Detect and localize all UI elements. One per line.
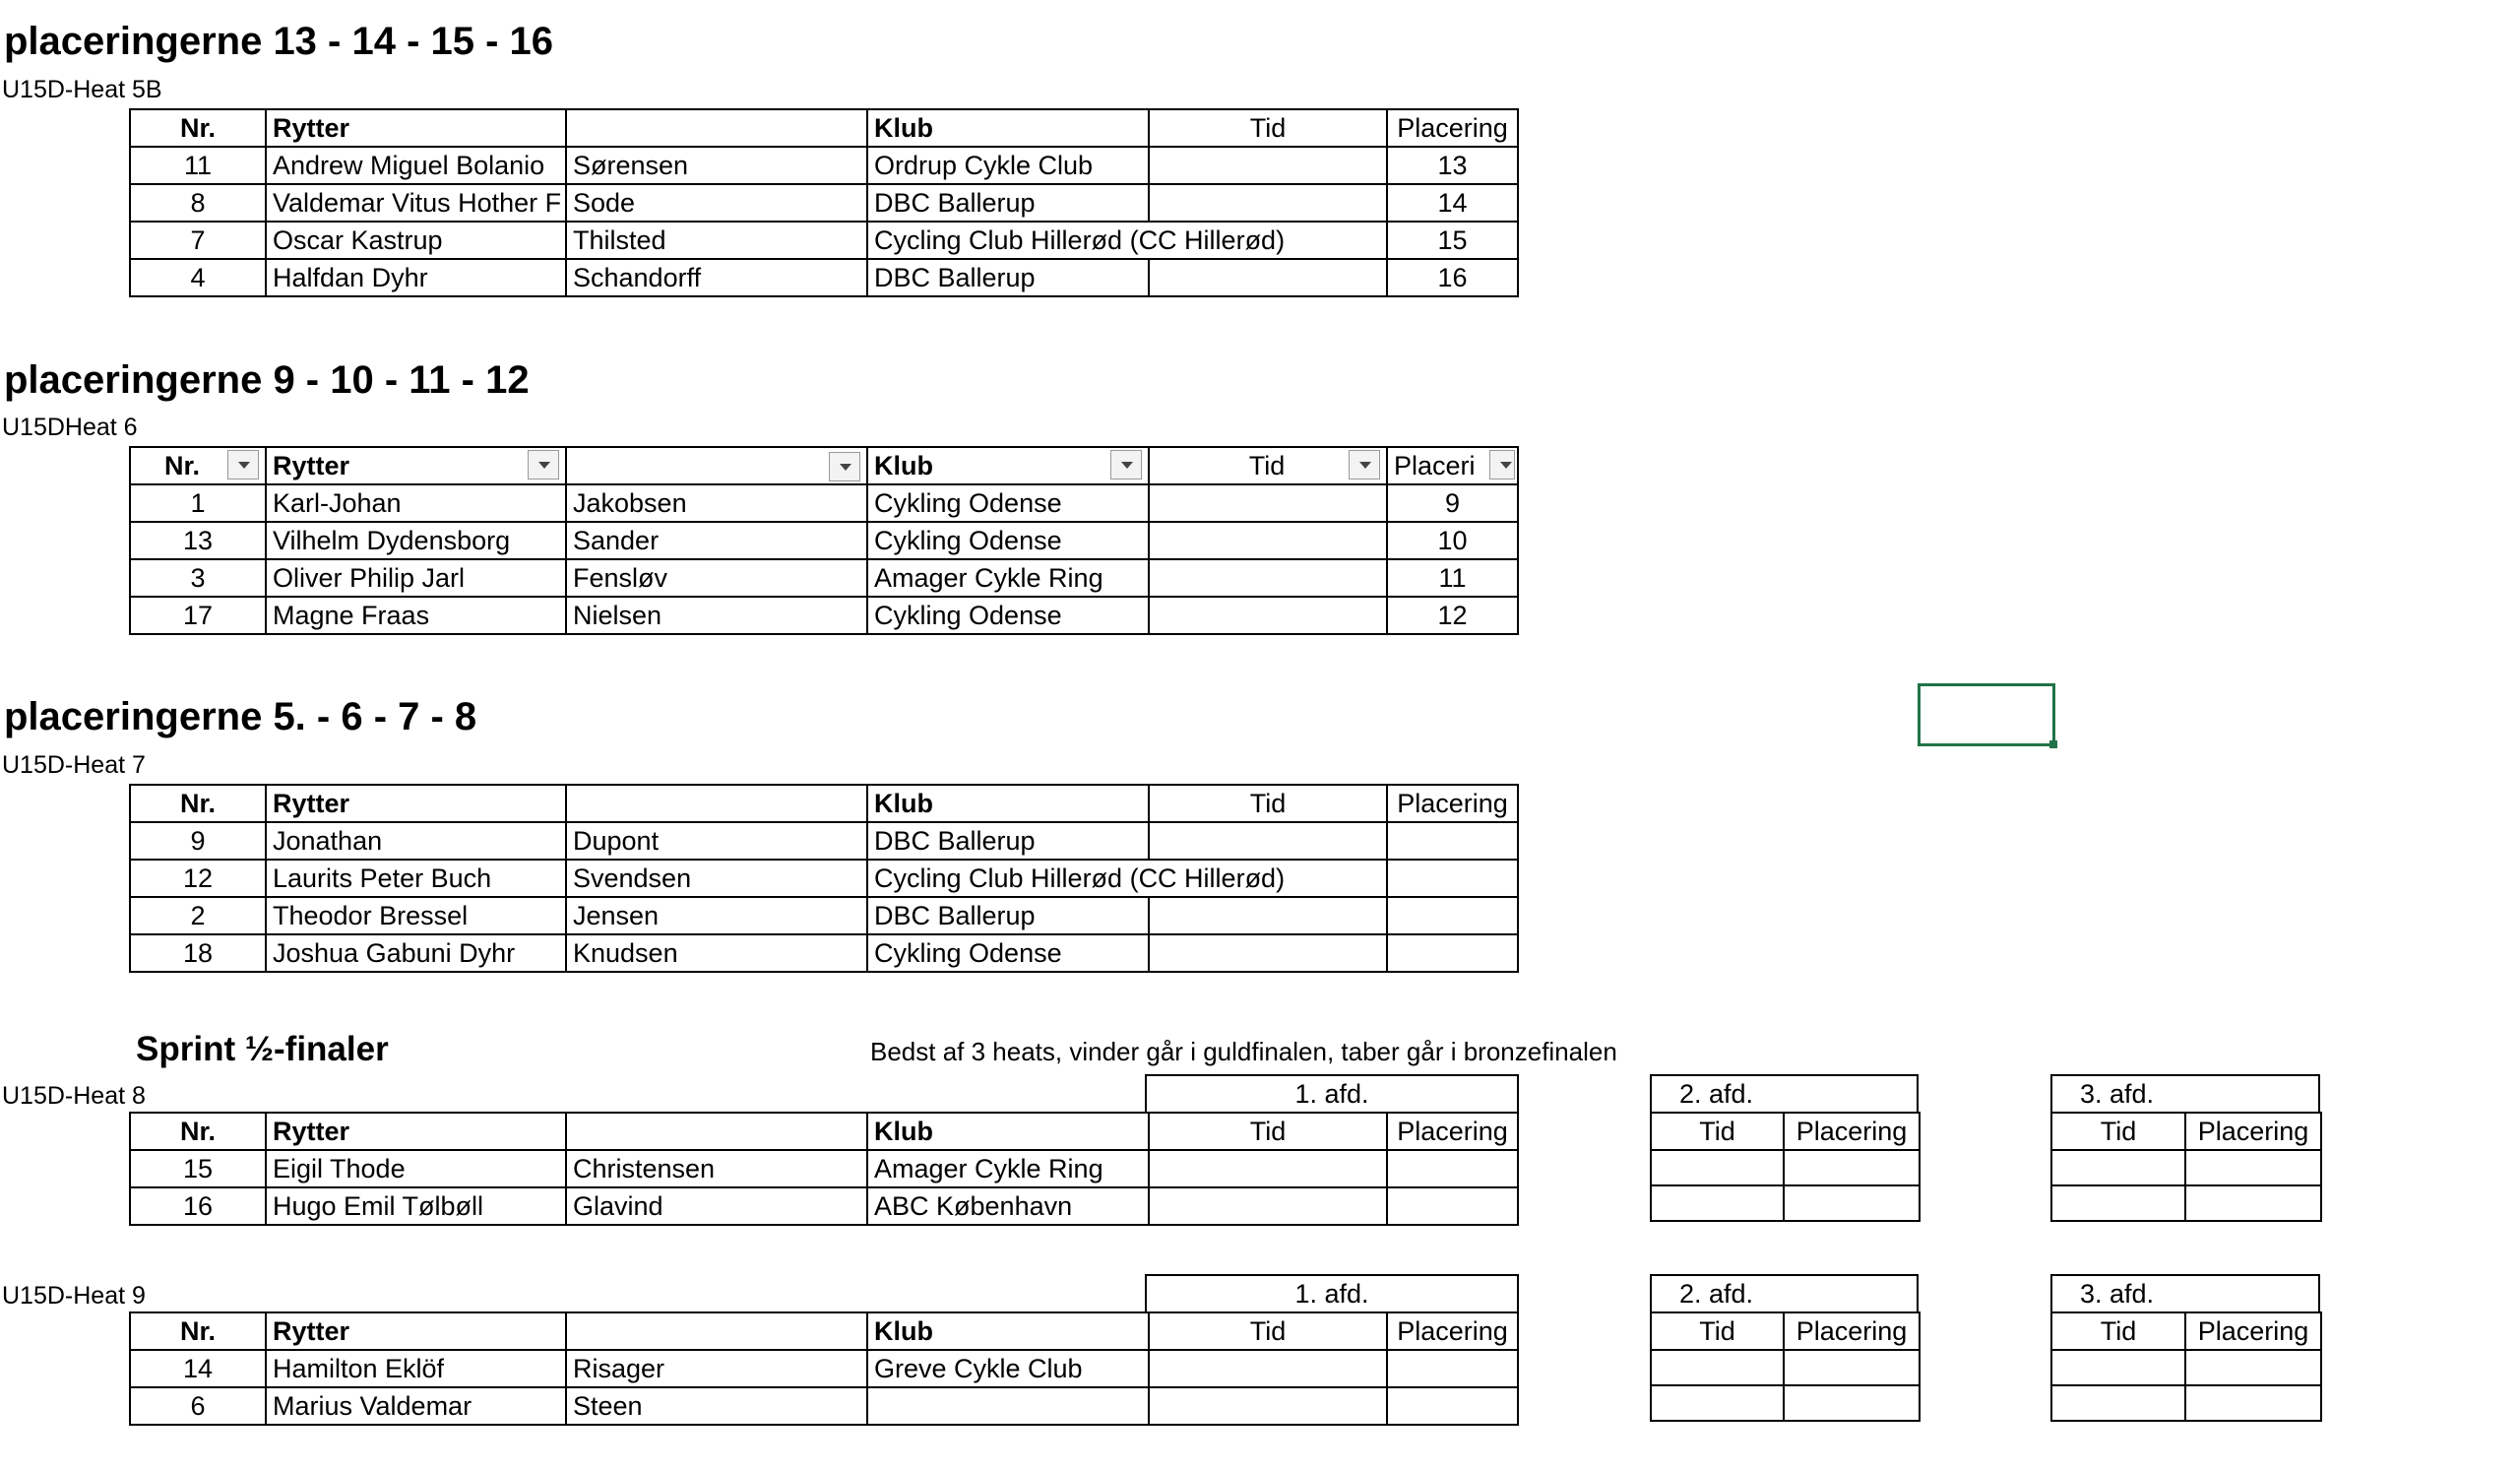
col-header-tid[interactable]: Tid <box>1651 1113 1784 1150</box>
cell-surname[interactable]: Sørensen <box>566 147 867 184</box>
cell-surname[interactable]: Fensløv <box>566 559 867 597</box>
col-header-tid[interactable]: Tid <box>1651 1312 1784 1350</box>
cell-placering[interactable] <box>1387 897 1518 934</box>
cell-rytter[interactable]: Eigil Thode <box>266 1150 566 1187</box>
cell-rytter[interactable]: Andrew Miguel Bolanio <box>266 147 566 184</box>
cell-placering[interactable] <box>1387 822 1518 860</box>
table-header-row <box>1651 1312 1920 1350</box>
table-row <box>130 860 1518 897</box>
cell-klub[interactable]: Cycling Club Hillerød (CC Hillerød) <box>867 222 1387 259</box>
cell-tid[interactable] <box>1651 1385 1784 1421</box>
table-row <box>130 822 1518 860</box>
sprint-table-heat-9 <box>129 1311 1519 1426</box>
col-header-rytter-label: Rytter <box>273 451 350 480</box>
cell-rytter[interactable]: Joshua Gabuni Dyhr <box>266 934 566 972</box>
cell-tid[interactable] <box>1651 1350 1784 1385</box>
cell-surname[interactable]: Steen <box>566 1387 867 1425</box>
cell-placering[interactable] <box>1387 1387 1518 1425</box>
col-header-klub[interactable]: Klub <box>867 1113 1149 1150</box>
heat-label-6: U15DHeat 6 <box>2 414 138 441</box>
cell-tid[interactable] <box>2051 1350 2185 1385</box>
section-title-13-16: placeringerne 13 - 14 - 15 - 16 <box>4 20 554 63</box>
cell-nr[interactable]: 14 <box>130 1350 266 1387</box>
sprint-note: Bedst af 3 heats, vinder går i guldfinalen, taber går i bronzefinalen <box>870 1037 1617 1066</box>
cell-nr[interactable]: 7 <box>130 222 266 259</box>
afd1-header[interactable]: 1. afd. <box>1145 1274 1519 1313</box>
col-header-nr-label: Nr. <box>163 451 201 480</box>
afd3-header[interactable]: 3. afd. <box>2050 1074 2320 1114</box>
afd2-table-heat-9 <box>1650 1311 1921 1422</box>
col-header-tid-label: Tid <box>1248 451 1286 480</box>
cell-rytter[interactable]: Oscar Kastrup <box>266 222 566 259</box>
cell-nr[interactable]: 4 <box>130 259 266 296</box>
col-header-placering[interactable]: Placering <box>1784 1312 1920 1350</box>
table-row <box>130 522 1518 559</box>
cell-placering[interactable] <box>1387 934 1518 972</box>
cell-placering[interactable] <box>1784 1150 1920 1185</box>
col-header-tid[interactable] <box>1149 447 1387 484</box>
col-header-rytter[interactable] <box>266 447 566 484</box>
table-header-row <box>2051 1312 2321 1350</box>
cell-klub[interactable] <box>867 1387 1149 1425</box>
cell-klub[interactable]: Cycling Club Hillerød (CC Hillerød) <box>867 860 1387 897</box>
cell-placering[interactable]: 15 <box>1387 222 1518 259</box>
cell-nr[interactable]: 2 <box>130 897 266 934</box>
afd1-header[interactable]: 1. afd. <box>1145 1074 1519 1114</box>
cell-rytter[interactable]: Magne Fraas <box>266 597 566 634</box>
col-header-blank[interactable] <box>566 1113 867 1150</box>
cell-surname[interactable]: Jakobsen <box>566 484 867 522</box>
afd3-header[interactable]: 3. afd. <box>2050 1274 2320 1313</box>
table-row <box>130 1350 1518 1387</box>
results-table-heat-6 <box>129 446 1519 635</box>
col-header-klub[interactable]: Klub <box>867 1312 1149 1350</box>
cell-placering[interactable] <box>1784 1185 1920 1221</box>
table-row <box>1651 1150 1920 1185</box>
col-header-nr[interactable]: Nr. <box>130 109 266 147</box>
table-row <box>130 897 1518 934</box>
col-header-placering[interactable] <box>1387 447 1518 484</box>
col-header-rytter[interactable]: Rytter <box>266 1312 566 1350</box>
col-header-tid[interactable]: Tid <box>2051 1312 2185 1350</box>
afd2-header[interactable]: 2. afd. <box>1650 1074 1919 1114</box>
col-header-tid[interactable]: Tid <box>2051 1113 2185 1150</box>
cell-rytter[interactable]: Karl-Johan <box>266 484 566 522</box>
table-row <box>1651 1185 1920 1221</box>
table-header-row <box>1651 1113 1920 1150</box>
cell-tid[interactable] <box>1149 259 1387 296</box>
heat-label-9: U15D-Heat 9 <box>2 1282 146 1310</box>
table-row <box>1651 1350 1920 1385</box>
cell-surname[interactable]: Thilsted <box>566 222 867 259</box>
cell-placering[interactable] <box>1387 860 1518 897</box>
col-header-tid[interactable]: Tid <box>1149 785 1387 822</box>
cell-tid[interactable] <box>1149 147 1387 184</box>
table-row <box>2051 1185 2321 1221</box>
cell-rytter[interactable]: Theodor Bressel <box>266 897 566 934</box>
table-header-row <box>130 785 1518 822</box>
cell-placering[interactable] <box>1387 1350 1518 1387</box>
cell-klub[interactable]: Cykling Odense <box>867 597 1149 634</box>
cell-tid[interactable] <box>1149 1387 1387 1425</box>
col-header-placering[interactable]: Placering <box>1387 109 1518 147</box>
table-row <box>130 147 1518 184</box>
cell-rytter[interactable]: Valdemar Vitus Hother F <box>266 184 566 222</box>
cell-surname[interactable]: Sander <box>566 522 867 559</box>
cell-placering[interactable] <box>1387 1187 1518 1225</box>
cell-tid[interactable] <box>1149 897 1387 934</box>
cell-placering[interactable] <box>1784 1350 1920 1385</box>
cell-surname[interactable]: Dupont <box>566 822 867 860</box>
cell-nr[interactable]: 1 <box>130 484 266 522</box>
col-header-blank[interactable] <box>566 109 867 147</box>
cell-surname[interactable]: Jensen <box>566 897 867 934</box>
cell-nr[interactable]: 16 <box>130 1187 266 1225</box>
col-header-klub-label: Klub <box>874 451 933 480</box>
cell-tid[interactable] <box>1149 934 1387 972</box>
table-row <box>2051 1350 2321 1385</box>
cell-tid[interactable] <box>1149 822 1387 860</box>
cell-tid[interactable] <box>1149 597 1387 634</box>
results-table-heat-7 <box>129 784 1519 973</box>
cell-rytter[interactable]: Hugo Emil Tølbøll <box>266 1187 566 1225</box>
col-header-tid[interactable]: Tid <box>1149 1113 1387 1150</box>
cell-klub[interactable]: Cykling Odense <box>867 934 1149 972</box>
cell-surname[interactable]: Schandorff <box>566 259 867 296</box>
col-header-rytter[interactable]: Rytter <box>266 109 566 147</box>
col-header-nr[interactable]: Nr. <box>130 1113 266 1150</box>
cell-klub[interactable]: Cykling Odense <box>867 484 1149 522</box>
sprint-table-heat-8 <box>129 1112 1519 1226</box>
col-header-nr[interactable]: Nr. <box>130 1312 266 1350</box>
table-header-row <box>2051 1113 2321 1150</box>
filter-dropdown-icon[interactable] <box>1110 450 1142 480</box>
selected-cell[interactable] <box>1918 683 2055 746</box>
cell-rytter[interactable]: Marius Valdemar <box>266 1387 566 1425</box>
cell-placering[interactable]: 14 <box>1387 184 1518 222</box>
cell-rytter[interactable]: Laurits Peter Buch <box>266 860 566 897</box>
table-row <box>130 1150 1518 1187</box>
table-row <box>130 597 1518 634</box>
afd2-header[interactable]: 2. afd. <box>1650 1274 1919 1313</box>
cell-rytter[interactable]: Halfdan Dyhr <box>266 259 566 296</box>
table-row <box>130 1187 1518 1225</box>
cell-nr[interactable]: 8 <box>130 184 266 222</box>
cell-klub[interactable]: Amager Cykle Ring <box>867 1150 1149 1187</box>
heat-label-7: U15D-Heat 7 <box>2 751 146 779</box>
cell-klub[interactable]: DBC Ballerup <box>867 822 1149 860</box>
col-header-klub[interactable]: Klub <box>867 785 1149 822</box>
heat-label-8: U15D-Heat 8 <box>2 1082 146 1110</box>
filter-dropdown-icon[interactable] <box>1349 450 1380 480</box>
sprint-title: Sprint ½-finaler <box>136 1030 389 1068</box>
cell-tid[interactable] <box>1651 1185 1784 1221</box>
cell-surname[interactable]: Risager <box>566 1350 867 1387</box>
cell-rytter[interactable]: Oliver Philip Jarl <box>266 559 566 597</box>
cell-rytter[interactable]: Hamilton Eklöf <box>266 1350 566 1387</box>
cell-tid[interactable] <box>1149 184 1387 222</box>
cell-nr[interactable]: 17 <box>130 597 266 634</box>
col-header-nr[interactable]: Nr. <box>130 785 266 822</box>
cell-nr[interactable]: 18 <box>130 934 266 972</box>
table-header-row <box>130 1113 1518 1150</box>
cell-tid[interactable] <box>1149 1150 1387 1187</box>
cell-tid[interactable] <box>1149 484 1387 522</box>
table-row <box>2051 1385 2321 1421</box>
col-header-placering-label: Placeri <box>1394 451 1476 480</box>
afd2-table-heat-8 <box>1650 1112 1921 1222</box>
cell-surname[interactable]: Nielsen <box>566 597 867 634</box>
cell-nr[interactable]: 3 <box>130 559 266 597</box>
table-row <box>130 184 1518 222</box>
cell-tid[interactable] <box>1149 522 1387 559</box>
col-header-rytter[interactable]: Rytter <box>266 785 566 822</box>
cell-surname[interactable]: Sode <box>566 184 867 222</box>
cell-klub[interactable]: Amager Cykle Ring <box>867 559 1149 597</box>
cell-placering[interactable]: 16 <box>1387 259 1518 296</box>
afd3-table-heat-8 <box>2050 1112 2322 1222</box>
table-row <box>130 559 1518 597</box>
col-header-blank[interactable] <box>566 785 867 822</box>
cell-nr[interactable]: 12 <box>130 860 266 897</box>
col-header-blank[interactable] <box>566 447 867 484</box>
cell-klub[interactable]: Cykling Odense <box>867 522 1149 559</box>
cell-placering[interactable]: 12 <box>1387 597 1518 634</box>
col-header-blank[interactable] <box>566 1312 867 1350</box>
col-header-tid[interactable]: Tid <box>1149 109 1387 147</box>
col-header-placering[interactable]: Placering <box>2185 1312 2321 1350</box>
cell-rytter[interactable]: Vilhelm Dydensborg <box>266 522 566 559</box>
cell-placering[interactable] <box>2185 1150 2321 1185</box>
cell-nr[interactable]: 6 <box>130 1387 266 1425</box>
results-table-heat-5b <box>129 108 1519 297</box>
cell-tid[interactable] <box>1149 1350 1387 1387</box>
col-header-nr[interactable] <box>130 447 266 484</box>
cell-klub[interactable]: Greve Cykle Club <box>867 1350 1149 1387</box>
heat-label-5b: U15D-Heat 5B <box>2 76 162 103</box>
table-row <box>130 1387 1518 1425</box>
table-row <box>2051 1150 2321 1185</box>
col-header-rytter[interactable]: Rytter <box>266 1113 566 1150</box>
col-header-placering[interactable]: Placering <box>1387 1312 1518 1350</box>
section-title-5-8: placeringerne 5. - 6 - 7 - 8 <box>4 695 477 738</box>
table-row <box>130 484 1518 522</box>
cell-rytter[interactable]: Jonathan <box>266 822 566 860</box>
col-header-placering[interactable]: Placering <box>1784 1113 1920 1150</box>
filter-dropdown-icon[interactable] <box>227 450 259 480</box>
table-header-row <box>130 1312 1518 1350</box>
col-header-klub[interactable] <box>867 447 1149 484</box>
table-row <box>1651 1385 1920 1421</box>
col-header-placering[interactable]: Placering <box>2185 1113 2321 1150</box>
cell-klub[interactable]: DBC Ballerup <box>867 184 1149 222</box>
cell-klub[interactable]: Ordrup Cykle Club <box>867 147 1149 184</box>
cell-placering[interactable] <box>2185 1350 2321 1385</box>
cell-surname[interactable]: Svendsen <box>566 860 867 897</box>
filter-dropdown-icon[interactable] <box>528 450 559 480</box>
cell-klub[interactable]: DBC Ballerup <box>867 259 1149 296</box>
cell-placering[interactable]: 9 <box>1387 484 1518 522</box>
cell-tid[interactable] <box>2051 1385 2185 1421</box>
section-title-9-12: placeringerne 9 - 10 - 11 - 12 <box>4 358 530 402</box>
col-header-tid[interactable]: Tid <box>1149 1312 1387 1350</box>
cell-placering[interactable] <box>2185 1185 2321 1221</box>
table-row <box>130 259 1518 296</box>
cell-placering[interactable]: 10 <box>1387 522 1518 559</box>
cell-tid[interactable] <box>1149 559 1387 597</box>
cell-placering[interactable] <box>1784 1385 1920 1421</box>
table-row <box>130 222 1518 259</box>
cell-placering[interactable]: 13 <box>1387 147 1518 184</box>
cell-tid[interactable] <box>1651 1150 1784 1185</box>
afd3-table-heat-9 <box>2050 1311 2322 1422</box>
cell-klub[interactable]: DBC Ballerup <box>867 897 1149 934</box>
cell-tid[interactable] <box>1149 1187 1387 1225</box>
cell-nr[interactable]: 13 <box>130 522 266 559</box>
cell-nr[interactable]: 15 <box>130 1150 266 1187</box>
filter-dropdown-icon[interactable] <box>829 452 860 481</box>
cell-surname[interactable]: Knudsen <box>566 934 867 972</box>
col-header-placering[interactable]: Placering <box>1387 785 1518 822</box>
cell-placering[interactable] <box>1387 1150 1518 1187</box>
table-header-row <box>130 447 1518 484</box>
cell-surname[interactable]: Christensen <box>566 1150 867 1187</box>
fill-handle[interactable] <box>2049 740 2057 748</box>
cell-nr[interactable]: 9 <box>130 822 266 860</box>
col-header-placering[interactable]: Placering <box>1387 1113 1518 1150</box>
cell-placering[interactable]: 11 <box>1387 559 1518 597</box>
cell-placering[interactable] <box>2185 1385 2321 1421</box>
cell-tid[interactable] <box>2051 1185 2185 1221</box>
table-row <box>130 934 1518 972</box>
cell-surname[interactable]: Glavind <box>566 1187 867 1225</box>
cell-nr[interactable]: 11 <box>130 147 266 184</box>
col-header-klub[interactable]: Klub <box>867 109 1149 147</box>
cell-klub[interactable]: ABC København <box>867 1187 1149 1225</box>
cell-tid[interactable] <box>2051 1150 2185 1185</box>
sort-ascending-filter-icon[interactable] <box>1489 450 1515 480</box>
table-header-row <box>130 109 1518 147</box>
